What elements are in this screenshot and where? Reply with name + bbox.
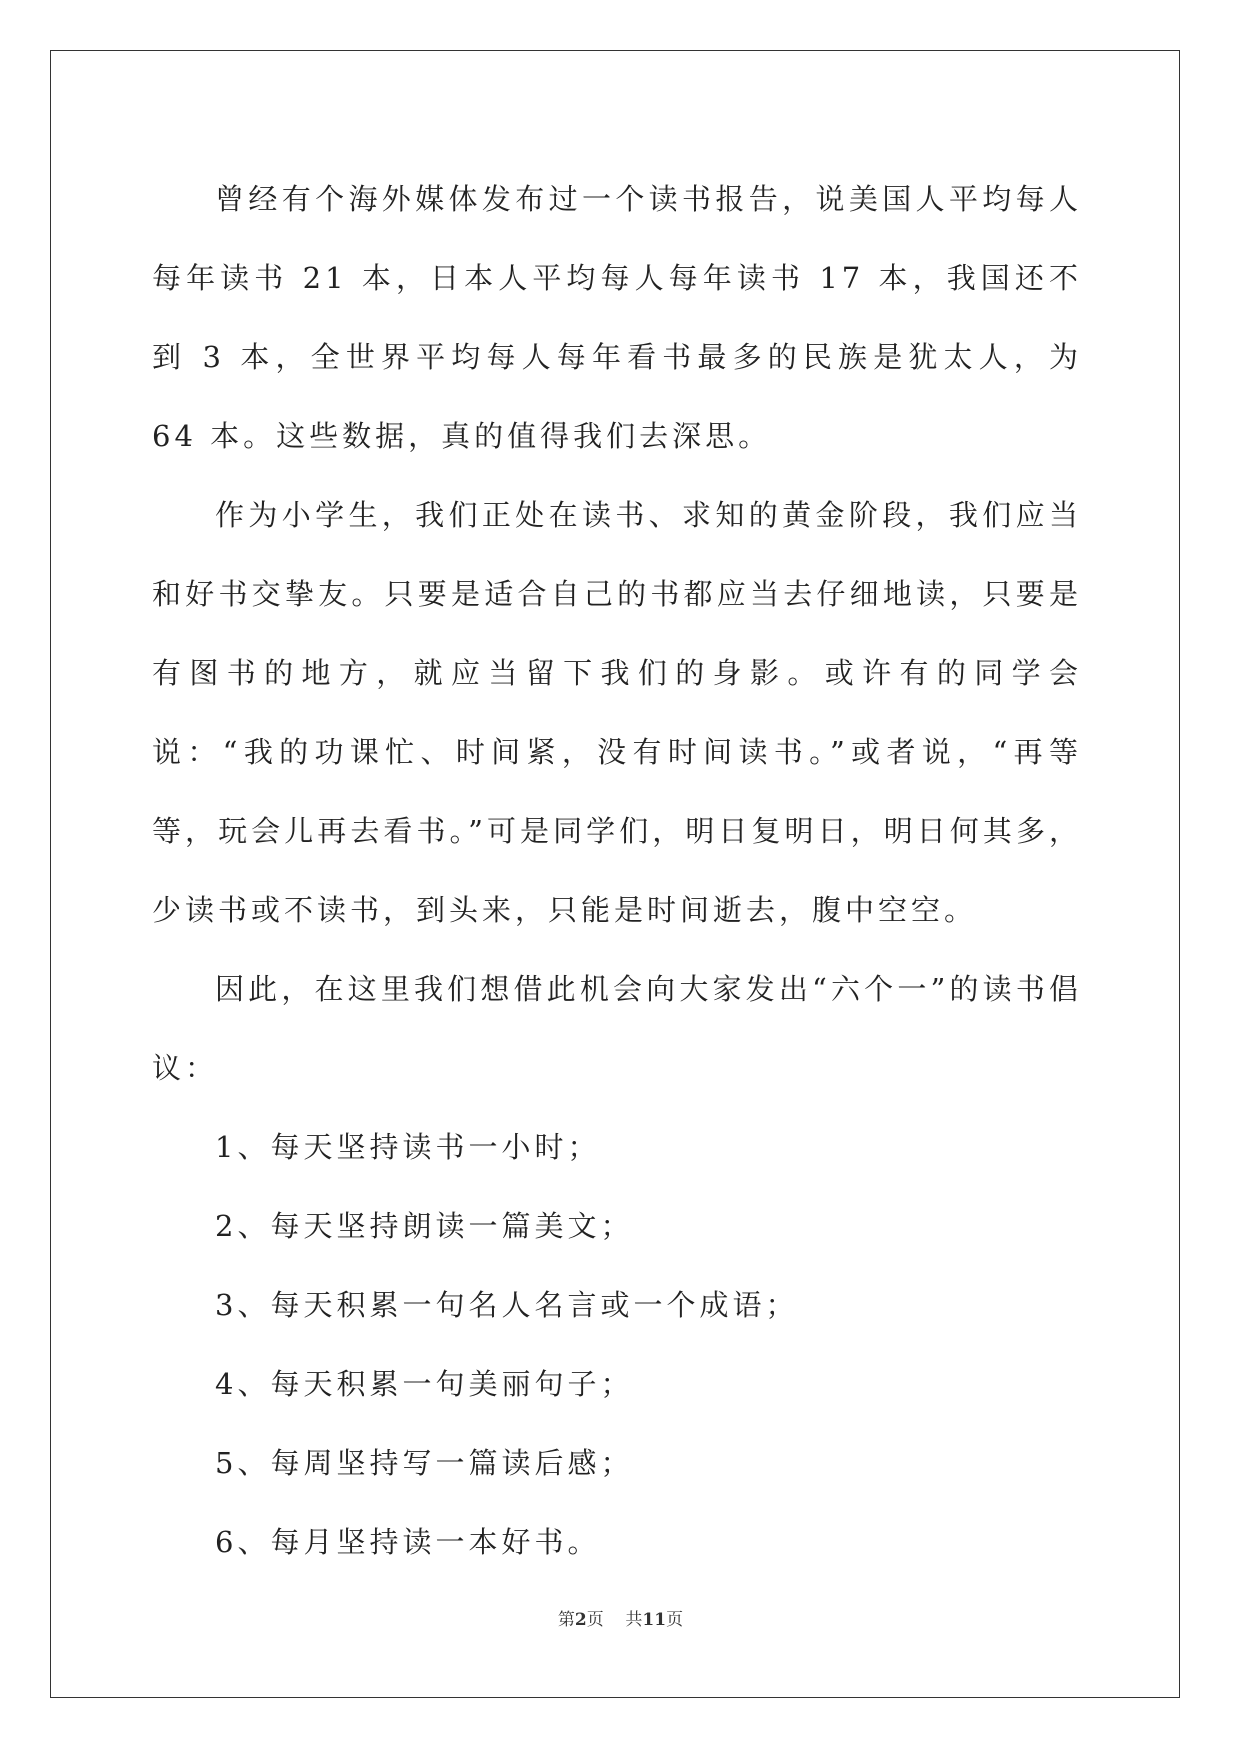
total-pages: 11 <box>642 1610 667 1630</box>
page-number: 2 <box>574 1610 587 1630</box>
proposal-item: 3、每天积累一句名人名言或一个成语； <box>215 1288 799 1322</box>
page-prefix: 第 <box>557 1610 575 1630</box>
proposal-list <box>152 1108 1082 1582</box>
paragraph-proposal-intro: 因此，在这里我们想借此机会向大家发出“六个一”的读书倡议： <box>152 972 1082 1085</box>
proposal-item: 6、每月坚持读一本好书。 <box>215 1525 601 1559</box>
paragraph-students-reading: 作为小学生，我们正处在读书、求知的黄金阶段，我们应当和好书交挚友。只要是适合自己的书都应当去仔细地读，只要是有图书的地方，就应当留下我们的身影。或许有的同学会说：“我的功课忙、时间紧，没有时间读书。”或者说，“再等等，玩会儿再去看书。”可是同学们，明日复明日，明日何其多，少读书或不读书，到头来，只能是时间逝去，腹中空空。 <box>152 498 1082 927</box>
proposal-item: 4、每天积累一句美丽句子； <box>215 1367 634 1401</box>
proposal-item: 1、每天坚持读书一小时； <box>215 1130 601 1164</box>
document-body <box>152 160 1082 1582</box>
page-suffix: 页 <box>586 1610 604 1630</box>
proposal-item: 5、每周坚持写一篇读后感； <box>215 1446 634 1480</box>
paragraph-reading-statistics: 曾经有个海外媒体发布过一个读书报告，说美国人平均每人每年读书 21 本，日本人平均每人每年读书 17 本，我国还不到 3 本，全世界平均每人每年看书最多的民族是犹太人，为 64 本。这些数据，真的值得我们去深思。 <box>152 182 1082 453</box>
proposal-item: 2、每天坚持朗读一篇美文； <box>215 1209 634 1243</box>
total-prefix: 共 <box>625 1610 643 1630</box>
total-suffix: 页 <box>666 1610 684 1630</box>
page-footer <box>0 1605 1241 1630</box>
